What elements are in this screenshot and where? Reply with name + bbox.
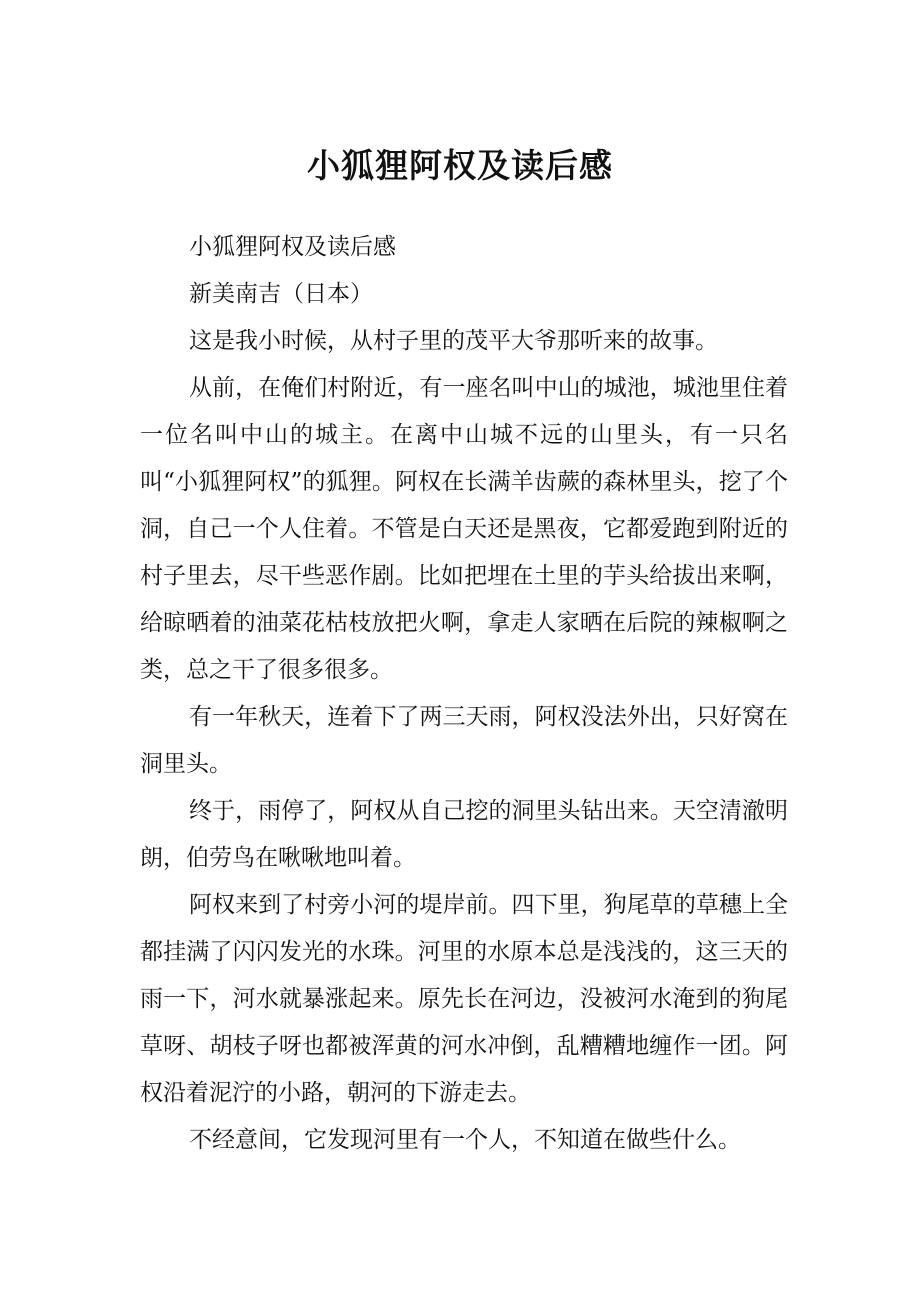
paragraph-heading-repeat: 小狐狸阿权及读后感 bbox=[189, 234, 396, 260]
paragraph-story-5: 不经意间，它发现河里有一个人，不知道在做些什么。 bbox=[189, 1127, 741, 1153]
paragraph-story-1: 从前，在俺们村附近，有一座名叫中山的城池，城池里住着一位名叫中山的城主。在离中山城不远的山里头，有一只名叫“小狐狸阿权”的狐狸。阿权在长满羊齿蕨的森林里头，挖了个洞，自己一个人住着。不管是白天还是黑夜，它都爱跑到附近的村子里去，尽干些恶作剧。比如把埋在土里的芋头给拔出来啊，给晾晒着的油菜花枯枝放把火啊，拿走人家晒在后院的辣椒啊之类，总之干了很多很多。 bbox=[140, 375, 788, 683]
paragraph-author: 新美南吉（日本） bbox=[189, 281, 373, 307]
paragraph-intro: 这是我小时候，从村子里的茂平大爷那听来的故事。 bbox=[189, 328, 718, 354]
paragraph-story-3: 终于，雨停了，阿权从自己挖的洞里头钻出来。天空清澈明朗，伯劳鸟在啾啾地叫着。 bbox=[140, 798, 788, 871]
document-title: 小狐狸阿权及读后感 bbox=[307, 146, 613, 185]
paragraph-story-4: 阿权来到了村旁小河的堤岸前。四下里，狗尾草的草穗上全都挂满了闪闪发光的水珠。河里的水原本总是浅浅的，这三天的雨一下，河水就暴涨起来。原先长在河边，没被河水淹到的狗尾草呀、胡枝子呀也都被浑黄的河水冲倒，乱糟糟地缠作一团。阿权沿着泥泞的小路，朝河的下游走去。 bbox=[140, 892, 788, 1106]
document-body bbox=[140, 224, 788, 1164]
paragraph-story-2: 有一年秋天，连着下了两三天雨，阿权没法外出，只好窝在洞里头。 bbox=[140, 704, 788, 777]
